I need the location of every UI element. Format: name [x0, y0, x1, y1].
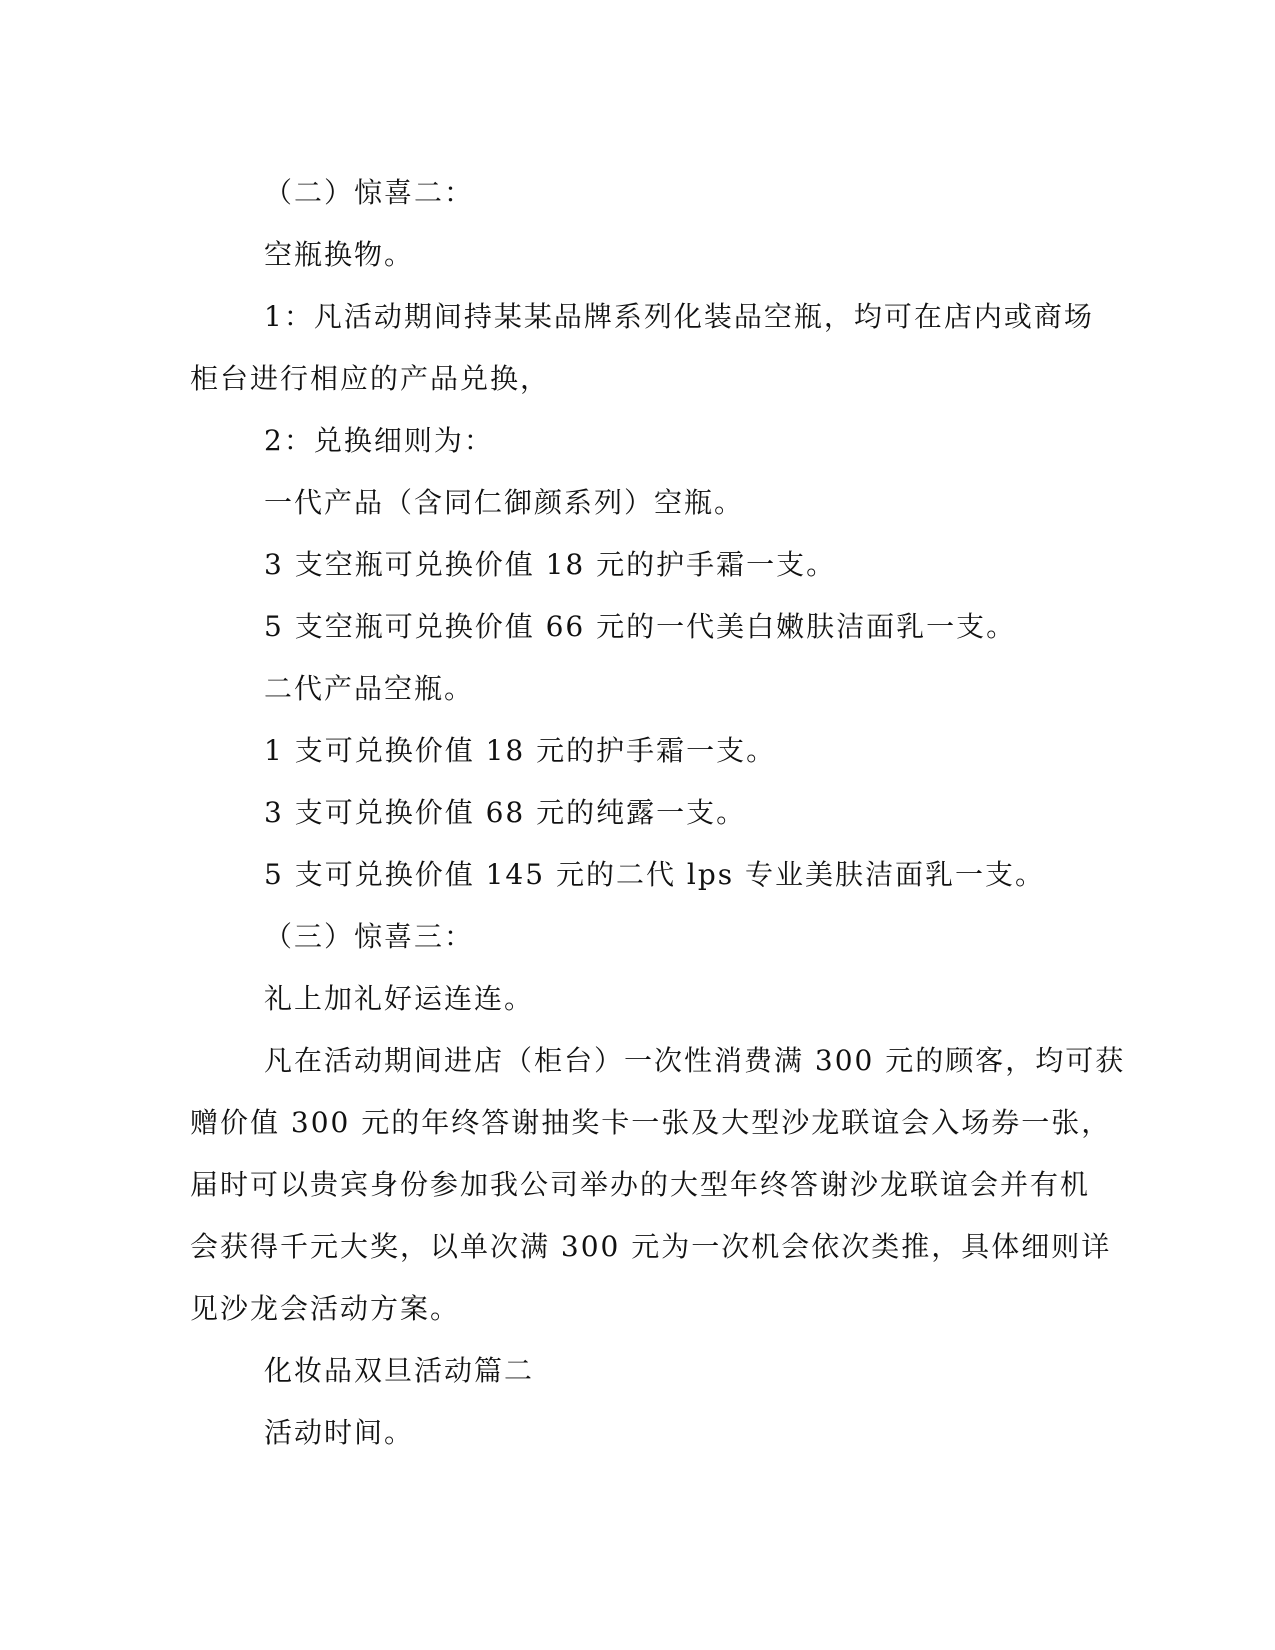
text-line: 二代产品空瓶。 [264, 672, 475, 705]
text-line: 化妆品双旦活动篇二 [264, 1354, 535, 1387]
document-body [190, 162, 1126, 1464]
text-line: 5 支空瓶可兑换价值 66 元的一代美白嫩肤洁面乳一支。 [264, 610, 1017, 643]
text-line: 柜台进行相应的产品兑换， [190, 362, 551, 395]
text-line: 礼上加礼好运连连。 [264, 982, 535, 1015]
text-line: 空瓶换物。 [264, 238, 415, 271]
text-line: 5 支可兑换价值 145 元的二代 lps 专业美肤洁面乳一支。 [264, 858, 1046, 891]
text-line: （三）惊喜三： [264, 920, 475, 953]
text-line: 3 支可兑换价值 68 元的纯露一支。 [264, 796, 747, 829]
text-line: 活动时间。 [264, 1416, 415, 1449]
text-line: 会获得千元大奖，以单次满 300 元为一次机会依次类推，具体细则详 [190, 1230, 1112, 1263]
text-line: 一代产品（含同仁御颜系列）空瓶。 [264, 486, 745, 519]
text-line: 1 支可兑换价值 18 元的护手霜一支。 [264, 734, 777, 767]
text-line: 见沙龙会活动方案。 [190, 1292, 461, 1325]
text-line: 届时可以贵宾身份参加我公司举办的大型年终答谢沙龙联谊会并有机 [190, 1168, 1091, 1201]
text-line: 凡在活动期间进店（柜台）一次性消费满 300 元的顾客，均可获 [264, 1044, 1126, 1077]
text-line: 1：凡活动期间持某某品牌系列化装品空瓶，均可在店内或商场 [264, 300, 1094, 333]
text-line: 赠价值 300 元的年终答谢抽奖卡一张及大型沙龙联谊会入场券一张， [190, 1106, 1112, 1139]
text-line: 2：兑换细则为： [264, 424, 494, 457]
text-line: 3 支空瓶可兑换价值 18 元的护手霜一支。 [264, 548, 837, 581]
text-line: （二）惊喜二： [264, 176, 475, 209]
